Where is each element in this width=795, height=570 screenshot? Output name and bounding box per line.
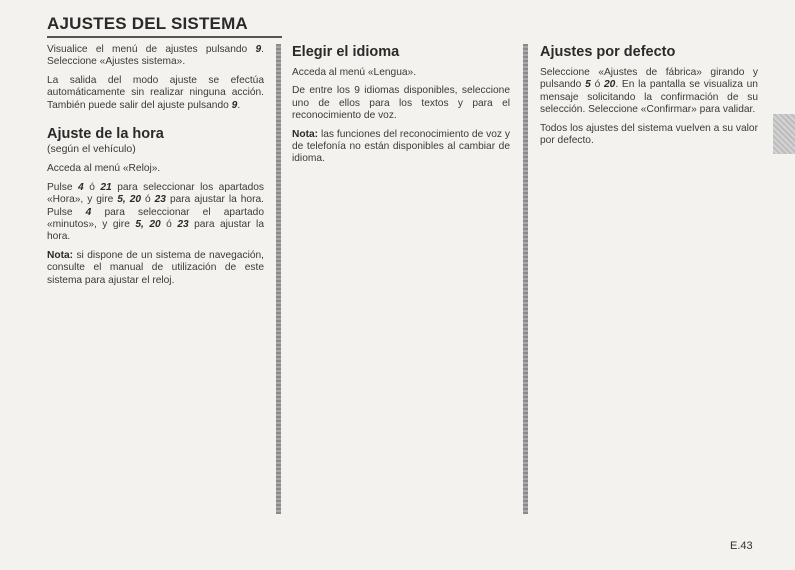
time-steps-paragraph bbox=[47, 182, 264, 244]
access-clock: Acceda al menú «Reloj». bbox=[47, 163, 161, 175]
key-9: 9 bbox=[231, 99, 238, 111]
navigation-note bbox=[47, 250, 264, 287]
note-label: Nota: bbox=[292, 128, 319, 140]
chapter-thumb-tab bbox=[773, 114, 795, 154]
key-label: 20 bbox=[604, 79, 616, 91]
column-right bbox=[540, 44, 758, 153]
access-language: Acceda al menú «Lengua». bbox=[292, 67, 417, 78]
column-divider-bar bbox=[523, 44, 528, 514]
steps-text: Pulse bbox=[47, 181, 73, 193]
language-body: De entre los 9 idiomas disponibles, seleccione uno de ellos para los textos y para el reconocimiento de voz. bbox=[292, 85, 510, 122]
defaults-result: Todos los ajustes del sistema vuelven a su valor por defecto. bbox=[540, 122, 758, 147]
note-text: las funciones del reconocimiento de voz y de telefonía no están disponibles al cambiar de idioma. bbox=[292, 128, 510, 165]
page-title: AJUSTES DEL SISTEMA bbox=[47, 14, 248, 33]
defaults-text: . En la pantalla se visualiza un mensaje solicitando la confirmación de su selección. Seleccione «Confirmar» para validar. bbox=[540, 79, 758, 116]
note-label: Nota: bbox=[47, 249, 74, 261]
steps-text: para seleccionar el apartado «minutos», y gire bbox=[47, 206, 264, 231]
key-label: 5, 20 bbox=[135, 219, 161, 231]
intro-text-end: . Seleccione «Ajustes sistema». bbox=[47, 44, 264, 68]
exit-text-end: . bbox=[237, 99, 241, 111]
section-heading-defaults: Ajustes por defecto bbox=[540, 44, 676, 60]
key-label: 4 bbox=[78, 181, 84, 193]
intro-paragraph bbox=[47, 44, 264, 69]
exit-paragraph bbox=[47, 75, 264, 112]
steps-text: para ajustar la hora. bbox=[47, 219, 264, 243]
column-divider-bar bbox=[276, 44, 281, 514]
page-number: E.43 bbox=[730, 540, 753, 552]
key-label: 5 bbox=[585, 79, 591, 91]
section-subheading: (según el vehículo) bbox=[47, 143, 136, 156]
key-label: 5, 20 bbox=[117, 194, 142, 206]
steps-text: ó bbox=[145, 194, 151, 206]
key-label: 23 bbox=[177, 219, 189, 231]
intro-text: Visualice el menú de ajustes pulsando bbox=[47, 44, 248, 55]
column-left bbox=[47, 44, 264, 293]
key-label: 23 bbox=[154, 194, 166, 206]
key-label: 4 bbox=[85, 206, 92, 218]
column-middle bbox=[292, 44, 510, 172]
defaults-text: ó bbox=[594, 79, 601, 91]
steps-text: ó bbox=[166, 219, 172, 231]
note-text: si dispone de un sistema de navegación, consulte el manual de utilización de este sistema para ajustar el reloj. bbox=[47, 249, 264, 286]
defaults-text: Seleccione «Ajustes de fábrica» girando y pulsando bbox=[540, 67, 758, 91]
section-heading-language: Elegir el idioma bbox=[292, 44, 400, 60]
steps-text: ó bbox=[89, 181, 95, 193]
steps-text: para seleccionar los apartados «Hora», y gire bbox=[47, 181, 264, 206]
title-underline bbox=[47, 36, 282, 38]
exit-text: La salida del modo ajuste se efectúa automáticamente sin realizar ninguna acción. También puede salir del ajuste pulsando bbox=[47, 74, 264, 111]
steps-text: para ajustar la hora. Pulse bbox=[47, 194, 264, 218]
key-label: 21 bbox=[100, 181, 112, 193]
section-heading-time: Ajuste de la hora bbox=[47, 126, 164, 143]
language-note bbox=[292, 129, 510, 166]
defaults-paragraph bbox=[540, 67, 758, 117]
key-9: 9 bbox=[255, 44, 262, 55]
